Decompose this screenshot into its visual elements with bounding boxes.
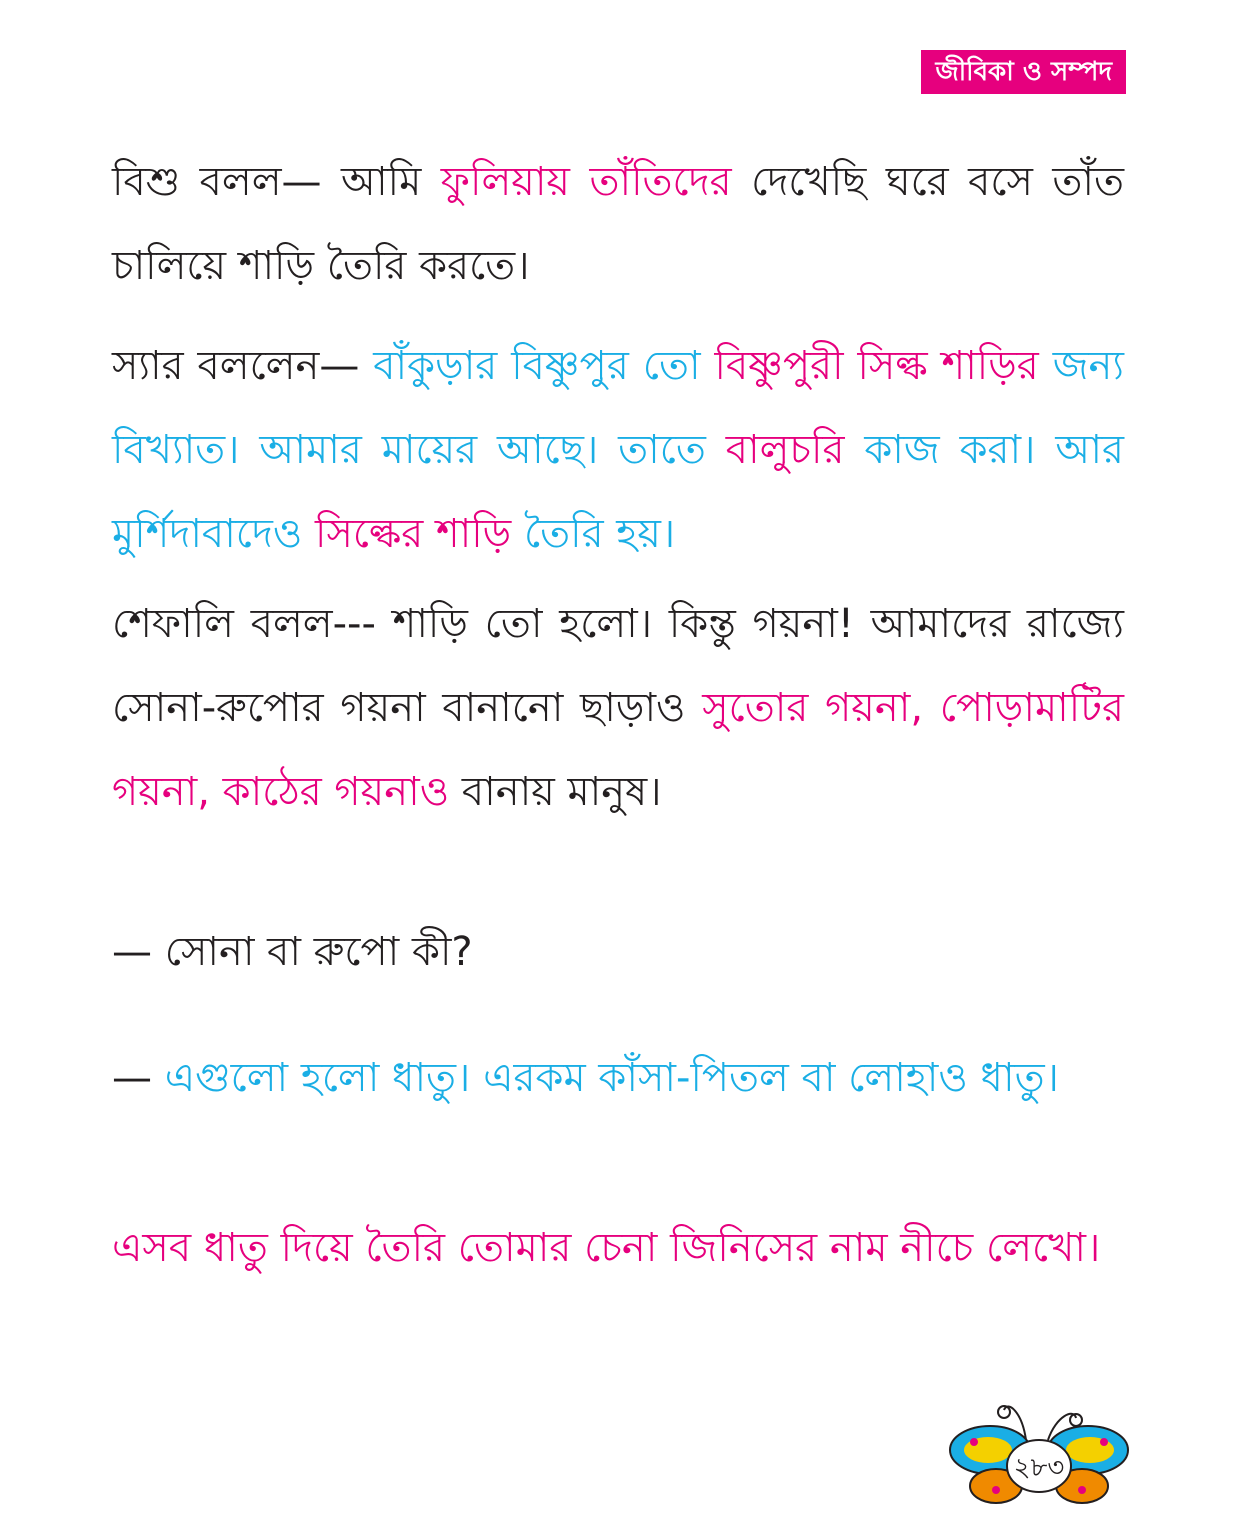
text-segment-cyan: বাঁকুড়ার বিষ্ণুপুর তো — [373, 343, 715, 389]
text-segment-highlight: সিল্কের শাড়ি — [315, 511, 512, 557]
section-title-badge: জীবিকা ও সম্পদ — [921, 50, 1126, 94]
paragraph-instruction — [112, 1206, 1124, 1290]
text-segment-highlight: ফুলিয়ায় তাঁতিদের — [440, 159, 732, 205]
text-segment-highlight: এসব ধাতু দিয়ে তৈরি তোমার চেনা জিনিসের নাম নীচে লেখো। — [112, 1225, 1101, 1271]
text-segment: বানায় মানুষ। — [449, 769, 662, 815]
text-segment-highlight: সুতোর গয়না, পোড়ামাটির গয়না, কাঠের গয়নাও — [112, 685, 1124, 815]
text-segment-cyan: এগুলো হলো ধাতু। এরকম কাঁসা-পিতল বা লোহাও ধাতু। — [164, 1055, 1059, 1101]
paragraph-shefali — [112, 582, 1124, 834]
paragraph-bishu — [112, 140, 1124, 308]
text-segment: — — [112, 1055, 165, 1101]
text-segment: — সোনা বা রুপো কী? — [112, 929, 473, 975]
paragraph-question — [112, 910, 1124, 994]
text-segment-cyan: জন্য বিখ্যাত। আমার মায়ের আছে। তাতে — [112, 343, 1124, 473]
text-segment-cyan: তৈরি হয়। — [511, 511, 676, 557]
text-segment-highlight: বালুচরি — [725, 427, 845, 473]
text-segment-cyan: কাজ করা। আর মুর্শিদাবাদেও — [112, 427, 1124, 557]
text-segment: দেখেছি ঘরে বসে তাঁত চালিয়ে শাড়ি তৈরি করতে। — [112, 159, 1124, 289]
text-segment: বিশু বলল— আমি — [112, 159, 441, 205]
butterfly-icon — [944, 1392, 1134, 1522]
page-number: ২৮৩ — [1013, 1453, 1065, 1483]
text-segment-highlight: বিষ্ণুপুরী সিল্ক শাড়ির — [714, 343, 1039, 389]
text-segment: স্যার বললেন— — [112, 343, 374, 389]
text-segment: শেফালি বলল--- শাড়ি তো হলো। কিন্তু গয়না! আমাদের রাজ্যে সোনা-রুপোর গয়না বানানো ছাড়াও — [112, 601, 1124, 731]
paragraph-sir — [112, 324, 1124, 576]
paragraph-answer — [112, 1036, 1124, 1120]
